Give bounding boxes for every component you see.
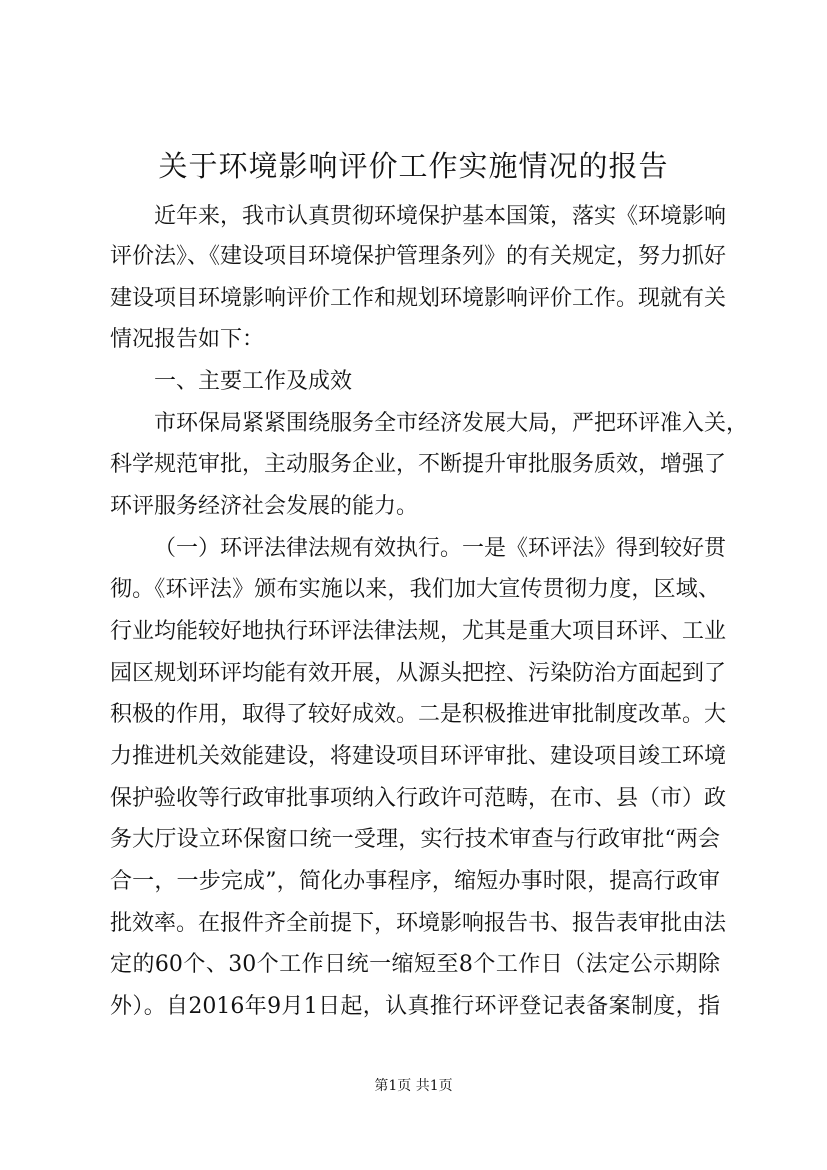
paragraph-line: 彻。《环评法》颁布实施以来，我们加大宣传贯彻力度，区域、 [110, 577, 720, 602]
paragraph-line: 行业均能较好地执行环评法律法规，尤其是重大项目环评、工业 [110, 619, 727, 644]
paragraph-line: 务大厅设立环保窗口统一受理，实行技术审查与行政审批“两会 [110, 827, 720, 852]
document-title: 关于环境影响评价工作实施情况的报告 [158, 149, 669, 183]
paragraph-line: 科学规范审批，主动服务企业，不断提升审批服务质效，增强了 [110, 452, 727, 477]
paragraph-line: 批效率。在报件齐全前提下，环境影响报告书、报告表审批由法 [110, 911, 727, 936]
paragraph-line: 市环保局紧紧围绕服务全市经济发展大局，严把环评准入关， [154, 411, 749, 436]
paragraph-line: 环评服务经济社会发展的能力。 [110, 494, 419, 519]
paragraph-line: 合一，一步完成”，简化办事程序，缩短办事时限，提高行政审 [110, 869, 720, 894]
paragraph-line: 近年来，我市认真贯彻环境保护基本国策，落实《环境影响 [154, 204, 727, 229]
paragraph-line: 积极的作用，取得了较好成效。二是积极推进审批制度改革。大 [110, 702, 727, 727]
paragraph-line: 情况报告如下： [110, 327, 265, 352]
section-heading: 一、主要工作及成效 [154, 369, 353, 394]
paragraph-line: 力推进机关效能建设，将建设项目环评审批、建设项目竣工环境 [110, 744, 727, 769]
paragraph-line: 外）。自2016年9月1日起，认真推行环评登记表备案制度，指 [110, 994, 720, 1019]
paragraph-line: （一）环评法律法规有效执行。一是《环评法》得到较好贯 [154, 536, 727, 561]
paragraph-line: 定的60个、30个工作日统一缩短至8个工作日（法定公示期除 [110, 952, 720, 977]
paragraph-line: 园区规划环评均能有效开展，从源头把控、污染防治方面起到了 [110, 661, 727, 686]
page-footer: 第1页 共1页 [374, 1078, 453, 1094]
paragraph-line: 保护验收等行政审批事项纳入行政许可范畴，在市、县（市）政 [110, 786, 727, 811]
paragraph-line: 评价法》、《建设项目环境保护管理条列》的有关规定，努力抓好 [110, 244, 727, 269]
paragraph-line: 建设项目环境影响评价工作和规划环境影响评价工作。现就有关 [110, 286, 727, 311]
